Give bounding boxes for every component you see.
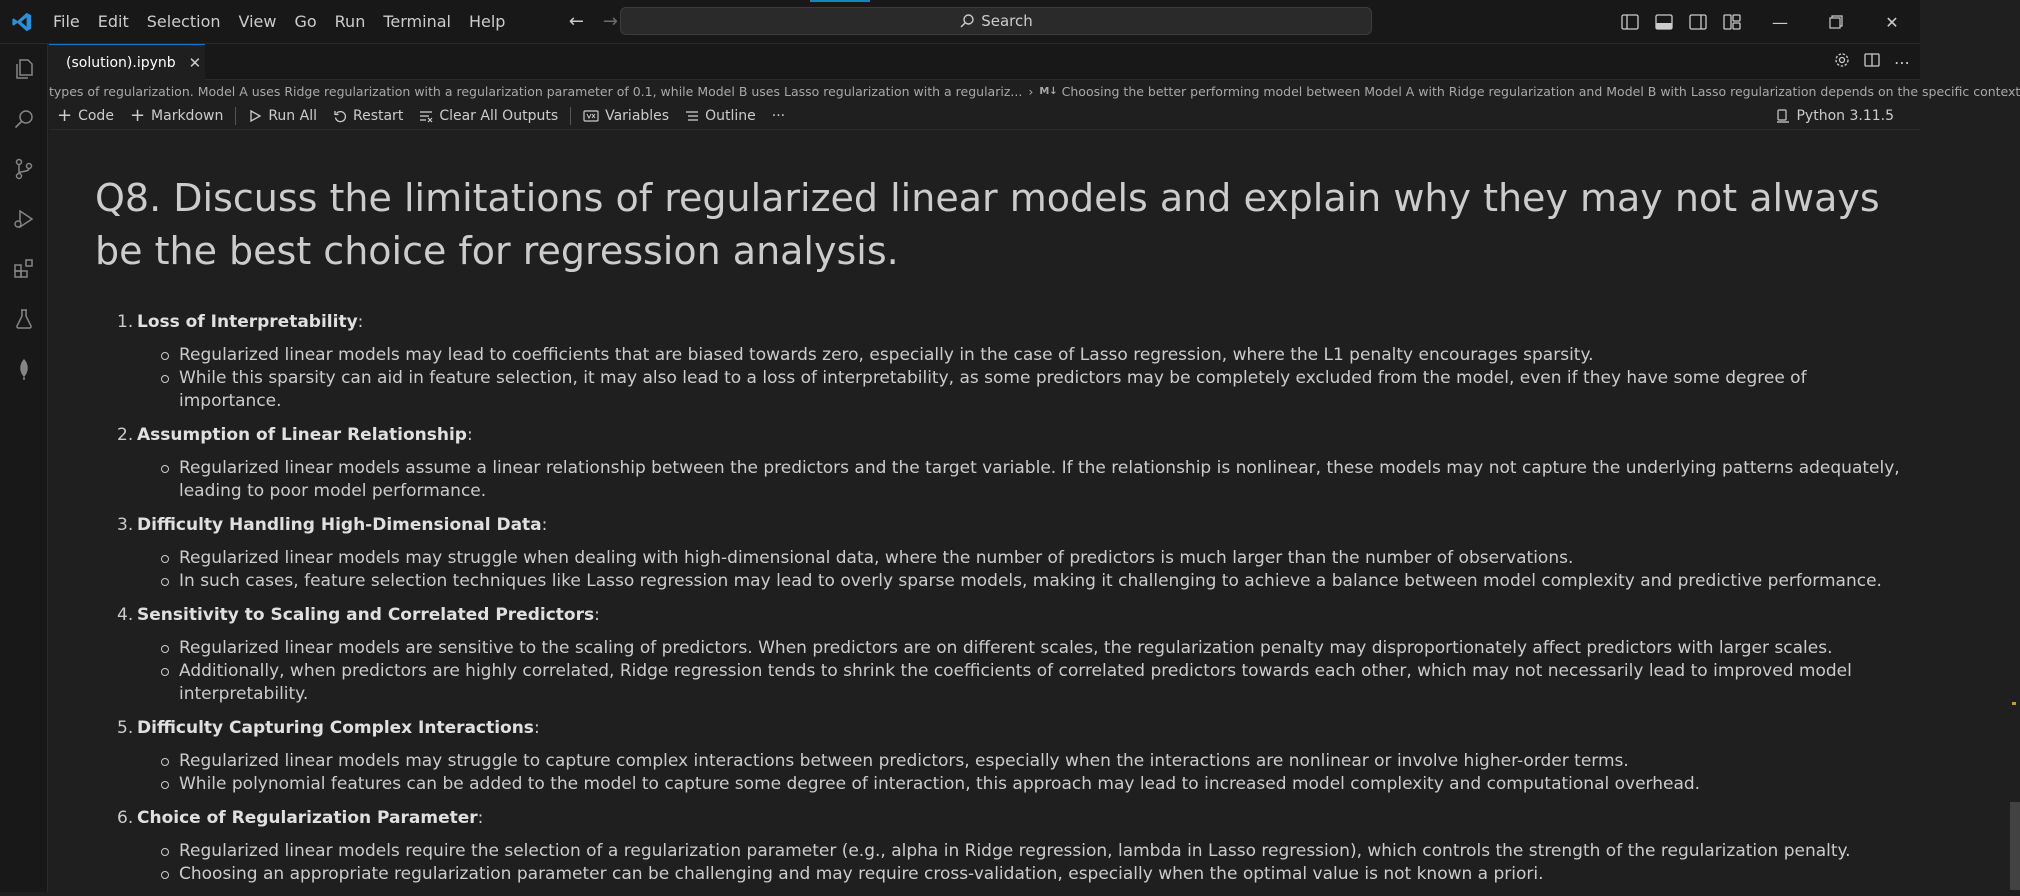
menu-terminal[interactable]: Terminal <box>383 11 451 31</box>
scrollbar-thumb[interactable] <box>2010 802 2020 890</box>
list-item <box>119 716 1909 796</box>
variables-label: Variables <box>605 107 670 124</box>
customize-layout-icon[interactable] <box>1722 12 1742 32</box>
list-item-number: 3. <box>117 515 134 535</box>
list-item-title <box>119 423 1909 447</box>
bullet-item: In such cases, feature selection techniques like Lasso regression may lead to overly sparse models, making it challenging to achieve a balance between model complexity and predictive performance. <box>179 570 1909 593</box>
bullet-item: Regularized linear models may lead to coefficients that are biased towards zero, especially in the case of Lasso regression, where the L1 penalty encourages sparsity. <box>179 344 1909 367</box>
colon: : <box>533 718 540 738</box>
list-item <box>119 603 1909 706</box>
restart-label: Restart <box>352 107 404 124</box>
bullet-item: Regularized linear models are sensitive to the scaling of predictors. When predictors are on different scales, the regularization penalty may disproportionately affect predictors with larger scales. <box>179 637 1909 660</box>
bullet-list <box>119 637 1909 706</box>
colon: : <box>594 605 600 625</box>
list-item <box>119 513 1909 593</box>
add-markdown-cell-button[interactable] <box>122 104 231 128</box>
markdown-badge-icon: M↓ <box>1039 85 1058 97</box>
list-item-heading: Sensitivity to Scaling and Correlated Predictors <box>137 605 595 625</box>
toolbar-more-button[interactable] <box>764 104 793 128</box>
command-center-search[interactable] <box>620 7 1372 35</box>
split-editor-icon[interactable] <box>1864 52 1880 72</box>
run-all-button[interactable] <box>240 104 325 128</box>
breadcrumb-segment-previous[interactable]: types of regularization. Model A uses Ridge regularization with a regularization parameter of 0.1, while Model B uses Lasso regularization with a regulariz... <box>49 83 1023 99</box>
list-item-number: 4. <box>117 605 134 625</box>
add-code-label: Code <box>78 107 114 124</box>
window-controls <box>1752 0 1920 44</box>
bullet-item: While polynomial features can be added to the model to capture some degree of interaction, this approach may lead to increased model complexity and computational overhead. <box>179 773 1909 796</box>
list-item <box>119 310 1909 413</box>
list-item-heading: Assumption of Linear Relationship <box>137 425 467 445</box>
testing-flask-icon[interactable] <box>0 294 48 344</box>
tab-filename: (solution).ipynb <box>66 54 176 71</box>
restore-icon[interactable] <box>1808 0 1864 44</box>
menu-help[interactable]: Help <box>468 11 506 31</box>
run-debug-icon[interactable] <box>0 194 48 244</box>
explorer-icon[interactable] <box>0 44 48 94</box>
bullet-list <box>119 547 1909 593</box>
navigation-arrows <box>566 11 620 32</box>
run-all-label: Run All <box>268 107 317 124</box>
extensions-icon[interactable] <box>0 244 48 294</box>
vscode-logo-icon <box>0 0 44 44</box>
clear-all-outputs-button[interactable] <box>411 104 566 128</box>
add-markdown-label: Markdown <box>151 107 224 124</box>
more-actions-icon[interactable]: ⋯ <box>1894 52 1910 72</box>
bullet-list <box>119 840 1909 886</box>
list-item-number: 5. <box>117 718 134 738</box>
list-item-title <box>119 603 1909 627</box>
breadcrumb <box>49 80 2020 102</box>
bullet-item: Additionally, when predictors are highly correlated, Ridge regression tends to shrink the coefficients of correlated predictors towards each other, which may not necessarily lead to improved model interpretability. <box>179 660 1909 706</box>
outline-icon <box>685 109 699 123</box>
menu-selection[interactable]: Selection <box>146 11 221 31</box>
restart-button[interactable] <box>325 104 411 128</box>
bullet-item: Choosing an appropriate regularization parameter can be challenging and may require cross-validation, especially when the optimal value is not known a priori. <box>179 863 1909 886</box>
kernel-picker[interactable] <box>1776 102 1894 130</box>
toolbar-divider <box>235 107 236 125</box>
notebook-toolbar <box>49 102 1920 130</box>
close-tab-icon[interactable]: ✕ <box>188 53 202 72</box>
tab-solution-notebook[interactable] <box>49 44 205 80</box>
editor-tab-bar <box>49 44 1920 80</box>
outline-button[interactable] <box>677 104 764 128</box>
toggle-primary-sidebar-icon[interactable] <box>1620 12 1640 32</box>
colon: : <box>541 515 548 535</box>
bullet-list <box>119 750 1909 796</box>
menu-run[interactable]: Run <box>334 11 366 31</box>
outline-label: Outline <box>705 107 756 124</box>
toolbar-divider <box>570 107 571 125</box>
markdown-heading: Q8. Discuss the limitations of regularized linear models and explain why they may not always be the best choice for regression analysis. <box>95 176 1880 273</box>
colon: : <box>466 425 473 445</box>
toggle-panel-icon[interactable] <box>1654 12 1674 32</box>
settings-gear-icon[interactable] <box>1834 52 1850 72</box>
restart-icon <box>333 109 347 123</box>
list-item <box>119 806 1909 886</box>
tab-actions <box>1834 44 1910 80</box>
title-bar <box>0 0 1920 44</box>
breadcrumb-segment-current[interactable]: Choosing the better performing model between Model A with Ridge regularization and Model B with Lasso regularization depends on the specific context <box>1061 83 2020 99</box>
activity-bar <box>0 44 48 892</box>
add-code-cell-button[interactable] <box>49 104 122 128</box>
variables-icon <box>583 109 599 123</box>
notebook-content <box>49 130 1920 892</box>
more-ellipsis-icon: ··· <box>771 107 786 124</box>
bullet-item: Regularized linear models assume a linear relationship between the predictors and the target variable. If the relationship is nonlinear, these models may not capture the underlying patterns adequately, leading to poor model performance. <box>179 457 1909 503</box>
limitations-list <box>119 310 1909 896</box>
list-item-title <box>119 513 1909 537</box>
plus-icon: + <box>129 105 146 126</box>
bullet-list <box>119 457 1909 503</box>
list-item-number: 1. <box>117 312 134 332</box>
clear-all-icon <box>419 109 433 123</box>
back-arrow-icon[interactable]: ← <box>568 11 584 32</box>
scrollbar-marker <box>2012 702 2016 705</box>
title-accent-line <box>810 0 870 2</box>
bullet-list <box>119 344 1909 413</box>
search-sidebar-icon[interactable] <box>0 94 48 144</box>
list-item-heading: Choice of Regularization Parameter <box>137 808 478 828</box>
list-item-heading: Loss of Interpretability <box>137 312 358 332</box>
leaf-extension-icon[interactable] <box>0 344 48 394</box>
list-item-title <box>119 806 1909 830</box>
search-icon <box>959 13 975 29</box>
bullet-item: While this sparsity can aid in feature selection, it may also lead to a loss of interpretability, as some predictors may be completely excluded from the model, even if they have some degree of importance. <box>179 367 1909 413</box>
list-item-title <box>119 310 1909 334</box>
kernel-icon <box>1776 109 1790 123</box>
bullet-item: Regularized linear models may struggle to capture complex interactions between predictors, especially when the interactions are nonlinear or involve higher-order terms. <box>179 750 1909 773</box>
colon: : <box>357 312 364 332</box>
run-all-icon <box>248 109 262 123</box>
menu-edit[interactable]: Edit <box>97 11 129 31</box>
list-item-heading: Difficulty Capturing Complex Interactions <box>137 718 534 738</box>
breadcrumb-chevron-icon: › <box>1028 83 1034 99</box>
list-item-title <box>119 716 1909 740</box>
close-window-icon[interactable]: ✕ <box>1885 12 1899 32</box>
menu-go[interactable]: Go <box>294 11 317 31</box>
menu-view[interactable]: View <box>238 11 277 31</box>
list-item-number: 6. <box>117 808 134 828</box>
list-item-heading: Difficulty Handling High-Dimensional Data <box>137 515 542 535</box>
source-control-icon[interactable] <box>0 144 48 194</box>
toggle-secondary-sidebar-icon[interactable] <box>1688 12 1708 32</box>
variables-button[interactable] <box>575 104 677 128</box>
editor-scrollbar[interactable] <box>2006 130 2020 892</box>
menu-file[interactable]: File <box>53 11 80 31</box>
search-label: Search <box>981 12 1033 30</box>
plus-icon: + <box>57 105 73 126</box>
list-item-number: 2. <box>117 425 134 445</box>
menu-bar <box>44 0 514 44</box>
colon: : <box>477 808 484 828</box>
bullet-item: Regularized linear models require the selection of a regularization parameter (e.g., alpha in Ridge regression, lambda in Lasso regression), which controls the strength of the regularization penalty. <box>179 840 1909 863</box>
minimize-icon[interactable]: — <box>1772 12 1788 32</box>
forward-arrow-icon[interactable]: → <box>602 11 618 32</box>
kernel-label: Python 3.11.5 <box>1796 108 1894 124</box>
clear-all-outputs-label: Clear All Outputs <box>439 107 559 124</box>
bullet-item: Regularized linear models may struggle when dealing with high-dimensional data, where the number of predictors is much larger than the number of observations. <box>179 547 1909 570</box>
layout-controls <box>1620 0 1742 44</box>
list-item <box>119 423 1909 503</box>
